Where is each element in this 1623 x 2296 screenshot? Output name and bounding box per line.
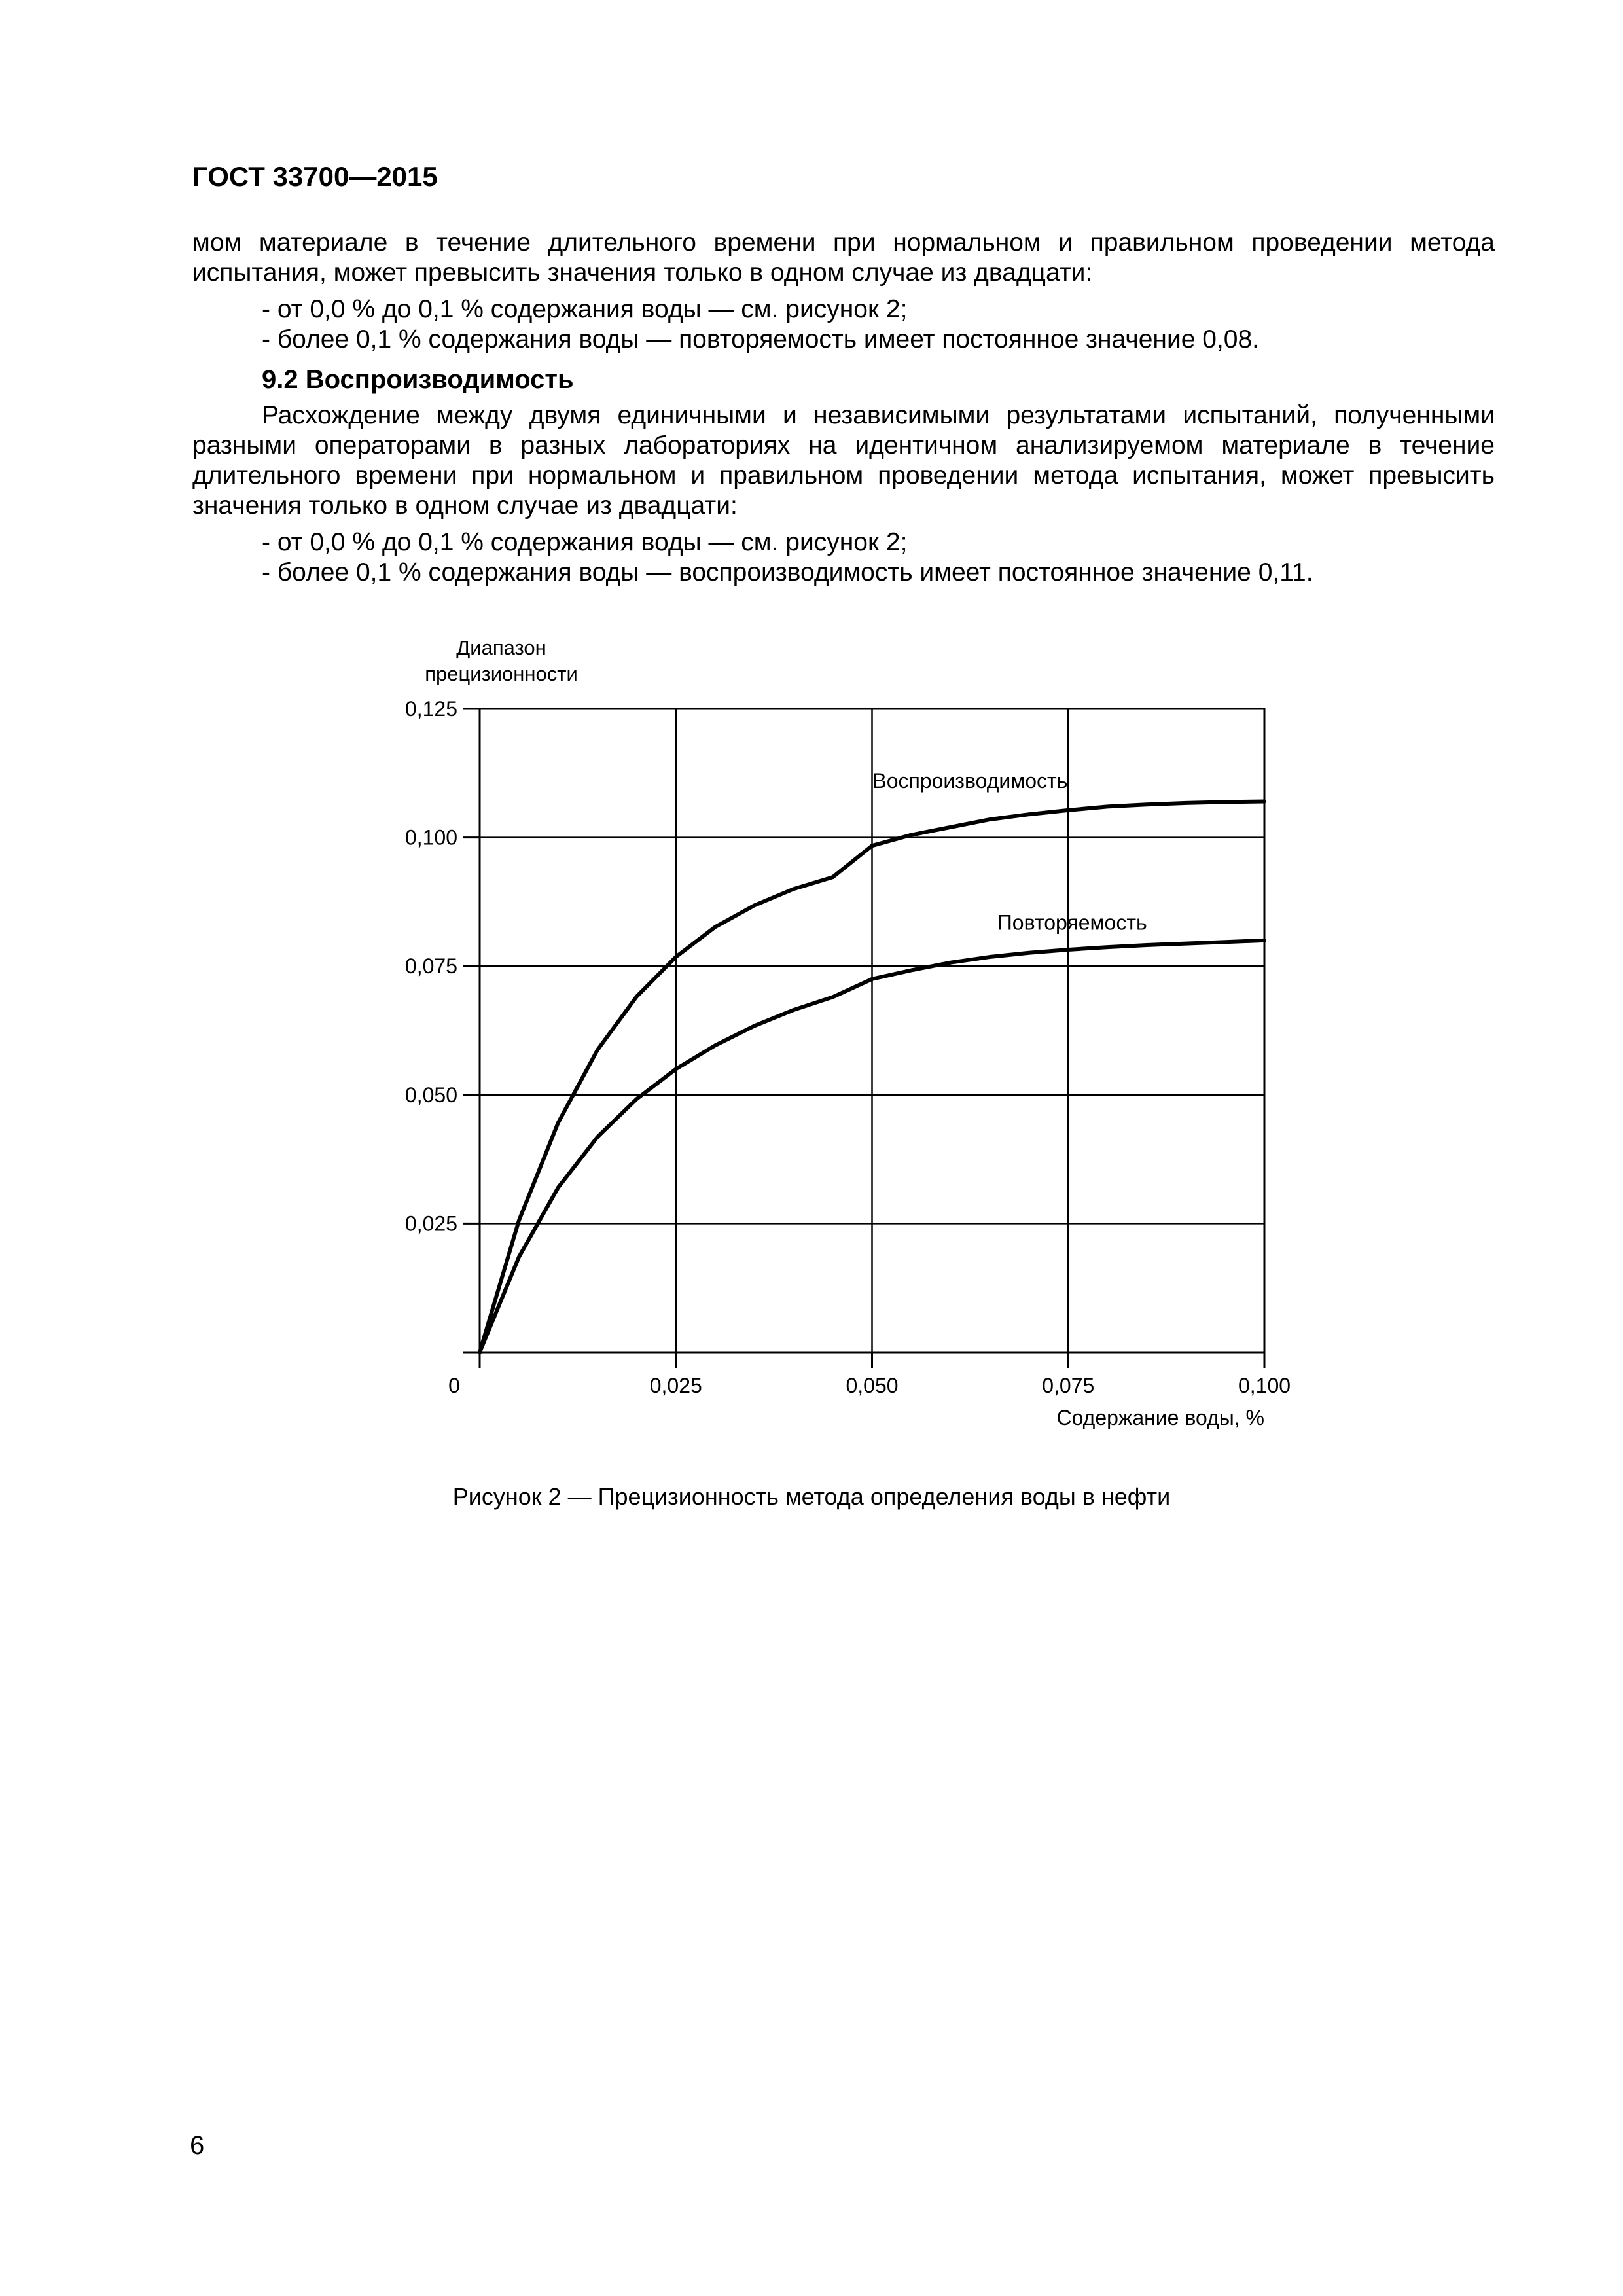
y-ticks bbox=[405, 697, 480, 1352]
page-number: 6 bbox=[190, 2131, 205, 2160]
list-item: - более 0,1 % содержания воды — воспроизводимость имеет постоянное значение 0,11. bbox=[262, 558, 1313, 586]
y-tick-label: 0,050 bbox=[404, 1083, 457, 1107]
y-tick-label: 0,025 bbox=[404, 1211, 457, 1236]
section-title: 9.2 Воспроизводимость bbox=[262, 365, 574, 394]
x-axis-label: Содержание воды, % bbox=[1056, 1406, 1264, 1429]
list-item: - от 0,0 % до 0,1 % содержания воды — см. рисунок 2; bbox=[262, 295, 908, 323]
origin-label: 0 bbox=[448, 1374, 460, 1397]
series-label: Воспроизводимость bbox=[872, 769, 1068, 793]
paragraph-line: мом материале в течение длительного времени при нормальном и правильном проведении метода bbox=[192, 228, 1495, 257]
paragraph-line: Расхождение между двумя единичными и независимыми результатами испытаний, полученными bbox=[262, 401, 1495, 429]
list-item: - от 0,0 % до 0,1 % содержания воды — см. рисунок 2; bbox=[262, 528, 908, 556]
y-axis-label: прецизионности bbox=[425, 662, 578, 685]
x-tick-label: 0,025 bbox=[649, 1374, 702, 1397]
list-item: - более 0,1 % содержания воды — повторяемость имеет постоянное значение 0,08. bbox=[262, 325, 1259, 353]
x-tick-label: 0,050 bbox=[846, 1374, 899, 1397]
x-ticks bbox=[480, 1352, 1291, 1397]
paragraph-line: разными операторами в разных лабораториях на идентичном анализируемом материале в течение bbox=[192, 431, 1495, 459]
x-tick-label: 0,100 bbox=[1238, 1374, 1291, 1397]
y-tick-label: 0,075 bbox=[404, 954, 457, 978]
x-tick-label: 0,075 bbox=[1042, 1374, 1095, 1397]
paragraph-line: испытания, может превысить значения только в одном случае из двадцати: bbox=[192, 259, 1093, 287]
document-header: ГОСТ 33700—2015 bbox=[192, 161, 438, 192]
series-label: Повторяемость bbox=[997, 910, 1147, 935]
paragraph-line: длительного времени при нормальном и правильном проведении метода испытания, может превысить bbox=[192, 461, 1495, 490]
y-tick-label: 0,100 bbox=[404, 825, 457, 850]
y-axis-label: Диапазон bbox=[456, 636, 546, 659]
figure-caption: Рисунок 2 — Прецизионность метода определения воды в нефти bbox=[452, 1483, 1171, 1510]
paragraph-line: значения только в одном случае из двадцати: bbox=[192, 492, 738, 520]
y-tick-label: 0,125 bbox=[404, 697, 457, 721]
